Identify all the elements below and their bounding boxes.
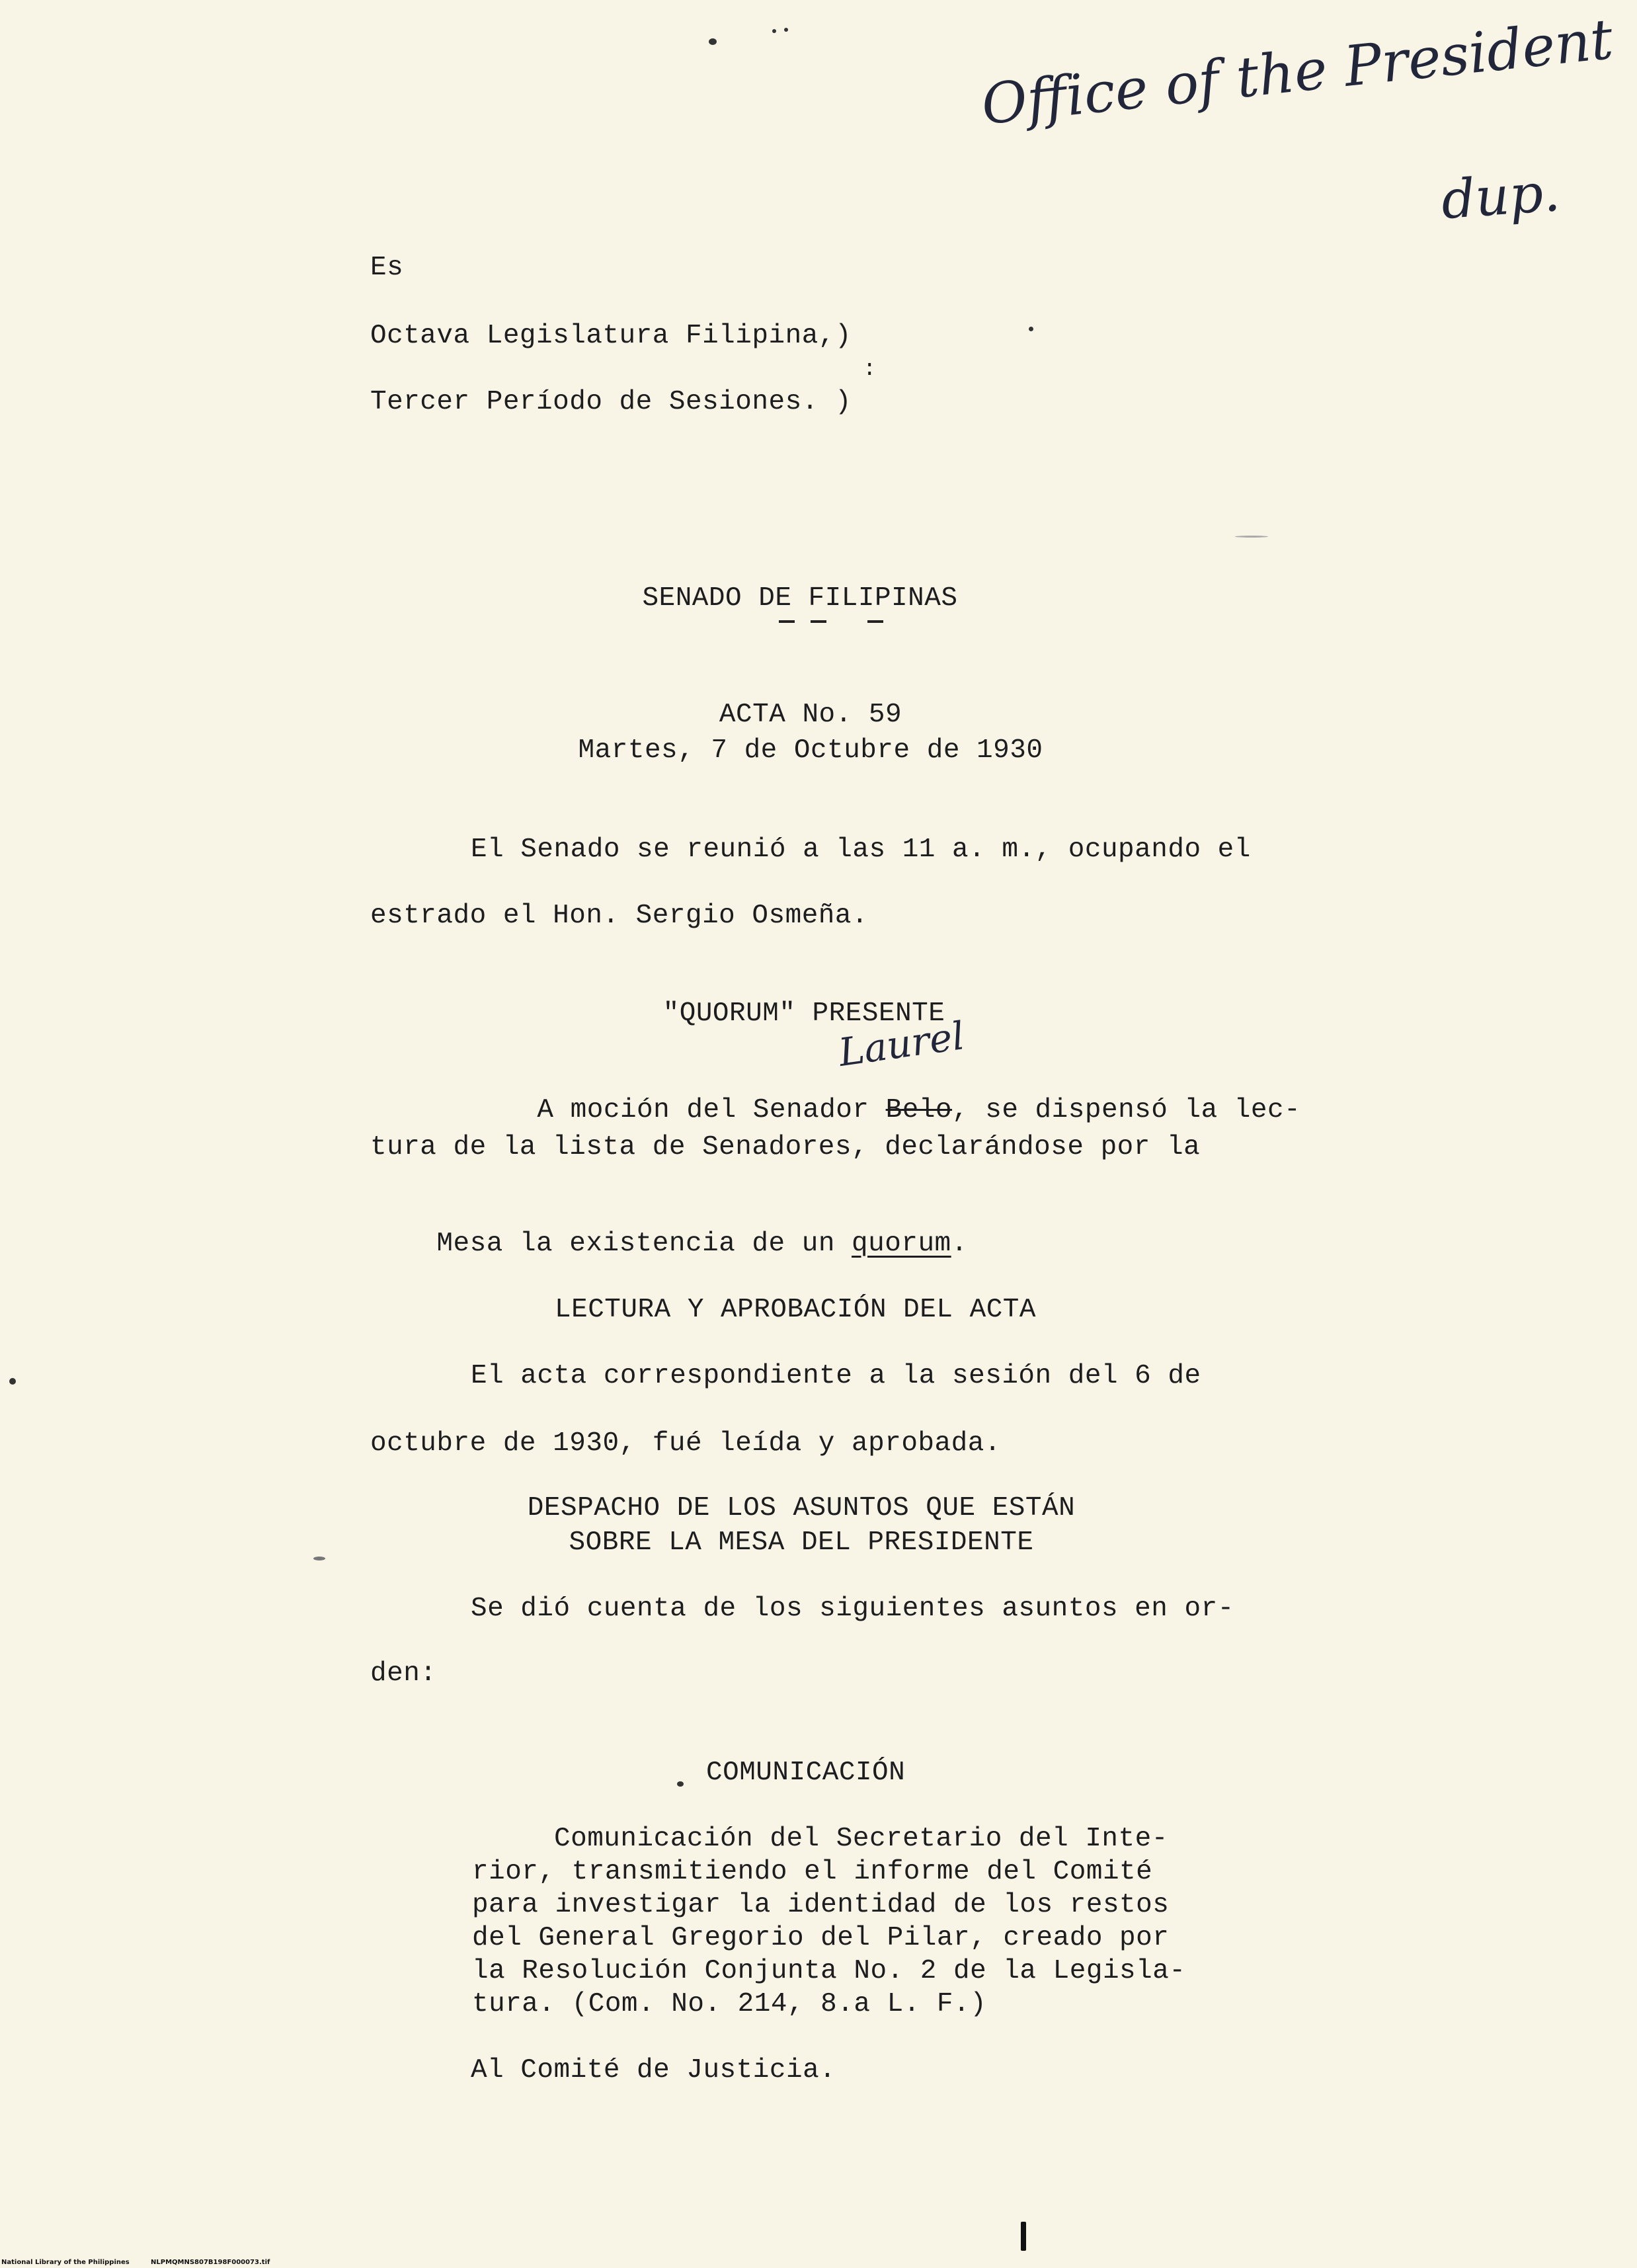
header-colon: : <box>863 357 877 382</box>
lectura-heading: LECTURA Y APROBACIÓN DEL ACTA <box>554 1295 1037 1325</box>
comunicacion-line-5: la Resolución Conjunta No. 2 de la Legisla- <box>472 1956 1186 1986</box>
comunicacion-line-4: del General Gregorio del Pilar, creado por <box>472 1923 1170 1953</box>
comunicacion-line-1: Comunicación del Secretario del Inte- <box>554 1824 1168 1854</box>
footer-file-id: NLPMQMNS807B198F000073.tif <box>151 2259 270 2266</box>
despacho-line-2: den: <box>370 1658 437 1689</box>
legislature-line: Octava Legislatura Filipina,) <box>370 321 852 351</box>
handwritten-annotation-dup: dup. <box>1439 161 1562 231</box>
quorum-heading: "QUORUM" PRESENTE <box>662 998 945 1029</box>
quorum-line-1-start: A moción del Senador <box>537 1095 886 1125</box>
quorum-line-2: tura de la lista de Senadores, declarándose por la <box>370 1132 1201 1162</box>
lectura-line-1: El acta correspondiente a la sesión del 6 de <box>471 1361 1201 1391</box>
quorum-line-3 <box>370 1198 968 1289</box>
acta-number: ACTA No. 59 <box>719 700 902 730</box>
session-line: Tercer Período de Sesiones. ) <box>370 387 852 417</box>
scan-speck <box>1029 327 1033 331</box>
opening-line-1: El Senado se reunió a las 11 a. m., ocupando el <box>471 834 1251 865</box>
title-underline-dash <box>811 620 826 623</box>
page-title: SENADO DE FILIPINAS <box>642 583 958 614</box>
scan-speck <box>1021 2222 1026 2251</box>
comunicacion-line-2: rior, transmitiendo el informe del Comité <box>472 1857 1153 1887</box>
quorum-line-1-end: , se dispensó la lec- <box>952 1095 1301 1125</box>
comunicacion-heading: COMUNICACIÓN <box>706 1758 906 1788</box>
title-underline-dash <box>779 620 795 623</box>
quorum-line-3-end: . <box>951 1229 968 1259</box>
title-underline-dash <box>867 620 883 623</box>
quorum-line-3-start: Mesa la existencia de un <box>436 1229 852 1259</box>
lectura-line-2: octubre de 1930, fué leída y aprobada. <box>370 1428 1001 1459</box>
scan-speck <box>784 28 788 32</box>
scan-speck <box>313 1557 325 1560</box>
scan-speck <box>772 29 776 33</box>
scan-speck <box>709 38 717 45</box>
opening-line-2: estrado el Hon. Sergio Osmeña. <box>370 901 869 931</box>
scan-speck <box>9 1378 16 1385</box>
comunicacion-line-6: tura. (Com. No. 214, 8.a L. F.) <box>472 1989 987 2019</box>
footer-library: National Library of the Philippines <box>1 2259 130 2266</box>
despacho-heading-2: SOBRE LA MESA DEL PRESIDENTE <box>569 1527 1034 1558</box>
despacho-line-1: Se dió cuenta de los siguientes asuntos en or- <box>471 1594 1234 1624</box>
acta-date: Martes, 7 de Octubre de 1930 <box>578 735 1043 766</box>
ink-mark <box>677 1781 684 1787</box>
despacho-heading-1: DESPACHO DE LOS ASUNTOS QUE ESTÁN <box>527 1493 1076 1523</box>
handwritten-insertion-laurel: Laurel <box>836 1013 967 1075</box>
struck-senator-name: Belo <box>885 1095 953 1125</box>
quorum-underlined-word: quorum <box>852 1229 951 1259</box>
comunicacion-line-3: para investigar la identidad de los restos <box>472 1890 1170 1920</box>
handwritten-annotation-office: Office of the President <box>978 6 1617 138</box>
file-marker: Es <box>370 253 404 283</box>
scan-speck <box>1235 536 1268 538</box>
comunicacion-referral: Al Comité de Justicia. <box>471 2055 836 2086</box>
